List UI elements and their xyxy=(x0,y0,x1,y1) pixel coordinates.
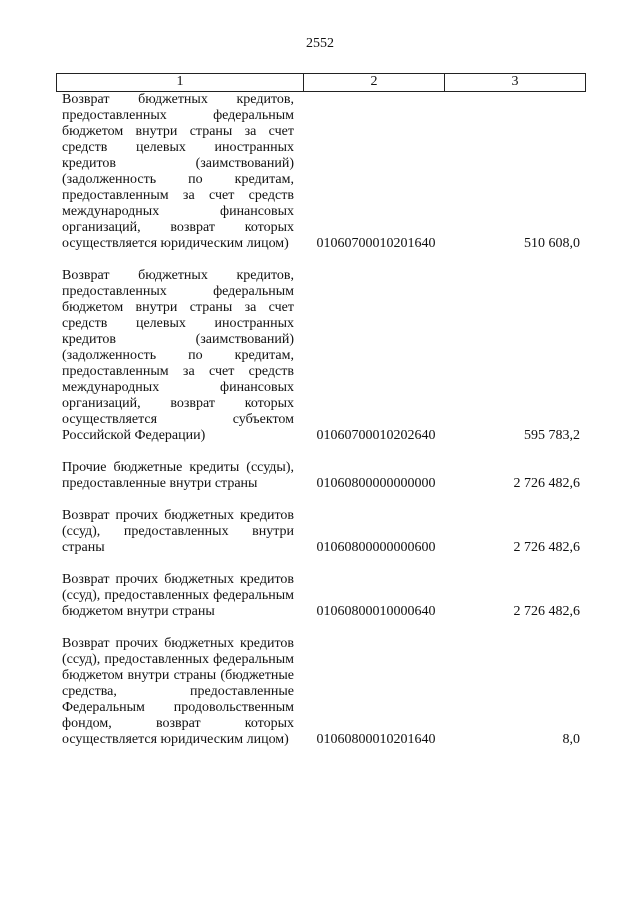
row-amount: 2 726 482,6 xyxy=(513,540,580,555)
row-description: Прочие бюджетные кредиты (ссуды), предоставленные внутри страны xyxy=(62,460,294,491)
row-description: Возврат бюджетных кредитов, предоставленных федеральным бюджетом внутри страны за счет средств целевых иностранных кредитов (заимствований) (задолженность по кредитам, предоставленным за счет средств международных финансовых организаций, возврат которых осуществляется субъектом Российской Федерации) xyxy=(62,268,294,443)
table-row xyxy=(56,268,586,444)
row-code: 01060700010201640 xyxy=(316,236,436,251)
header-col-1: 1 xyxy=(57,74,304,91)
page-number: 2552 xyxy=(306,36,334,51)
row-amount: 8,0 xyxy=(562,732,580,747)
row-description: Возврат прочих бюджетных кредитов (ссуд), предоставленных федеральным бюджетом внутри страны (бюджетные средства, предоставленные Федеральным продовольственным фондом, возврат которых осуществляется юридическим лицом) xyxy=(62,636,294,747)
header-col-2: 2 xyxy=(304,74,445,91)
row-amount: 595 783,2 xyxy=(524,428,580,443)
row-code: 01060800010000640 xyxy=(316,604,436,619)
table-row xyxy=(56,572,586,620)
header-col-3: 3 xyxy=(511,74,519,89)
budget-table xyxy=(56,73,586,748)
row-code: 01060800000000600 xyxy=(316,540,436,555)
row-amount: 510 608,0 xyxy=(524,236,580,251)
row-description: Возврат прочих бюджетных кредитов (ссуд), предоставленных федеральным бюджетом внутри страны xyxy=(62,572,294,619)
row-description: Возврат прочих бюджетных кредитов (ссуд), предоставленных внутри страны xyxy=(62,508,294,555)
table-row xyxy=(56,92,586,252)
row-code: 01060800010201640 xyxy=(316,732,436,747)
row-code: 01060800000000000 xyxy=(316,476,436,491)
row-amount: 2 726 482,6 xyxy=(513,476,580,491)
row-description: Возврат бюджетных кредитов, предоставленных федеральным бюджетом внутри страны за счет средств целевых иностранных кредитов (заимствований) (задолженность по кредитам, предоставленным за счет средств международных финансовых организаций, возврат которых осуществляется юридическим лицом) xyxy=(62,92,294,251)
table-row xyxy=(56,636,586,748)
table-header xyxy=(56,73,586,92)
table-row xyxy=(56,508,586,556)
row-code: 01060700010202640 xyxy=(316,428,436,443)
table-row xyxy=(56,460,586,492)
row-amount: 2 726 482,6 xyxy=(513,604,580,619)
